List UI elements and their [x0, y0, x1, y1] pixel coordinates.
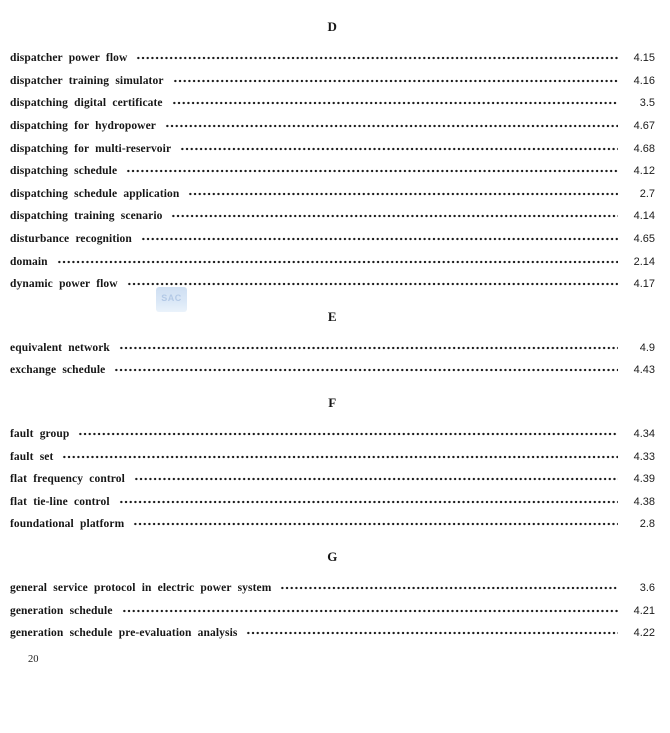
- dot-leader: [122, 605, 618, 617]
- entry-term: dispatching schedule: [10, 165, 118, 178]
- section-letter: F: [328, 394, 337, 410]
- dot-leader: [126, 165, 618, 177]
- index-entry: [10, 423, 655, 446]
- index-entry: [10, 205, 655, 228]
- index-entry: [10, 137, 655, 160]
- entry-term: dispatching training scenario: [10, 210, 163, 223]
- dot-leader: [134, 473, 618, 485]
- entry-page-ref: 4.17: [633, 278, 655, 291]
- dot-leader: [119, 342, 618, 354]
- dot-leader: [246, 627, 618, 639]
- entry-page-ref: 4.39: [633, 473, 655, 486]
- dot-leader: [62, 451, 618, 463]
- index-entry: [10, 228, 655, 251]
- entry-page-ref: 4.9: [639, 341, 655, 354]
- dot-leader: [280, 582, 618, 594]
- entry-page-ref: 4.34: [633, 428, 655, 441]
- index-entry: [10, 160, 655, 183]
- dot-leader: [172, 97, 618, 109]
- dot-leader: [173, 75, 618, 87]
- section-letter: E: [327, 308, 338, 324]
- entry-term: dispatching for multi-reservoir: [10, 142, 172, 155]
- entry-page-ref: 4.68: [633, 142, 655, 155]
- index-section: [10, 309, 655, 382]
- dot-leader: [188, 188, 618, 200]
- entry-term: flat frequency control: [10, 473, 125, 486]
- dot-leader: [141, 233, 618, 245]
- index-section: [10, 395, 655, 536]
- entry-term: exchange schedule: [10, 364, 106, 377]
- index-section: [10, 19, 655, 296]
- index-entry: [10, 273, 655, 296]
- index-entry: [10, 337, 655, 360]
- index-entry: [10, 491, 655, 514]
- entry-term: domain: [10, 255, 48, 268]
- index-entry: [10, 468, 655, 491]
- entry-term: equivalent network: [10, 341, 110, 354]
- entry-term: fault group: [10, 428, 70, 441]
- entry-page-ref: 4.16: [633, 74, 655, 87]
- entry-term: dispatching schedule application: [10, 187, 180, 200]
- index-section: [10, 549, 655, 645]
- index-entry: [10, 622, 655, 645]
- entry-page-ref: 4.65: [633, 233, 655, 246]
- dot-leader: [165, 120, 618, 132]
- section-letter: G: [327, 548, 338, 564]
- entry-page-ref: 4.15: [633, 52, 655, 65]
- index-entry: [10, 115, 655, 138]
- index-entry: [10, 70, 655, 93]
- entry-term: foundational platform: [10, 518, 125, 531]
- entry-page-ref: 2.8: [639, 518, 655, 531]
- section-letter: D: [327, 19, 338, 34]
- page-number: 20: [28, 654, 39, 666]
- index-entry: [10, 250, 655, 273]
- dot-leader: [180, 143, 618, 155]
- entry-term: disturbance recognition: [10, 233, 132, 246]
- entry-term: flat tie-line control: [10, 495, 110, 508]
- dot-leader: [127, 278, 618, 290]
- index-entry: [10, 359, 655, 382]
- dot-leader: [57, 256, 618, 268]
- entry-term: general service protocol in electric power system: [10, 581, 272, 594]
- entry-term: generation schedule pre-evaluation analysis: [10, 627, 238, 640]
- entry-page-ref: 4.67: [633, 120, 655, 133]
- dot-leader: [136, 52, 618, 64]
- dot-leader: [171, 210, 618, 222]
- dot-leader: [133, 518, 618, 530]
- entry-term: fault set: [10, 450, 54, 463]
- entry-term: dispatcher power flow: [10, 52, 128, 65]
- dot-leader: [78, 428, 618, 440]
- dot-leader: [114, 364, 618, 376]
- entry-page-ref: 2.14: [633, 255, 655, 268]
- entry-page-ref: 4.38: [633, 495, 655, 508]
- entry-term: dispatcher training simulator: [10, 74, 164, 87]
- index-entry: [10, 599, 655, 622]
- entry-page-ref: 4.14: [633, 210, 655, 223]
- entry-page-ref: 3.5: [639, 97, 655, 110]
- index-entry: [10, 445, 655, 468]
- index-entry: [10, 47, 655, 70]
- entry-term: generation schedule: [10, 604, 113, 617]
- entry-page-ref: 4.12: [633, 165, 655, 178]
- index-entry: [10, 183, 655, 206]
- entry-page-ref: 4.33: [633, 450, 655, 463]
- index-entry: [10, 92, 655, 115]
- index-sections: [10, 19, 655, 644]
- dot-leader: [119, 496, 618, 508]
- entry-term: dispatching for hydropower: [10, 120, 156, 133]
- index-entry: [10, 577, 655, 600]
- index-entry: [10, 513, 655, 536]
- entry-page-ref: 4.43: [633, 364, 655, 377]
- entry-page-ref: 4.22: [633, 627, 655, 640]
- entry-page-ref: 4.21: [633, 604, 655, 617]
- entry-page-ref: 2.7: [639, 187, 655, 200]
- watermark-text: SAC: [161, 292, 182, 303]
- entry-page-ref: 3.6: [639, 581, 655, 594]
- entry-term: dynamic power flow: [10, 278, 118, 291]
- entry-term: dispatching digital certificate: [10, 97, 163, 110]
